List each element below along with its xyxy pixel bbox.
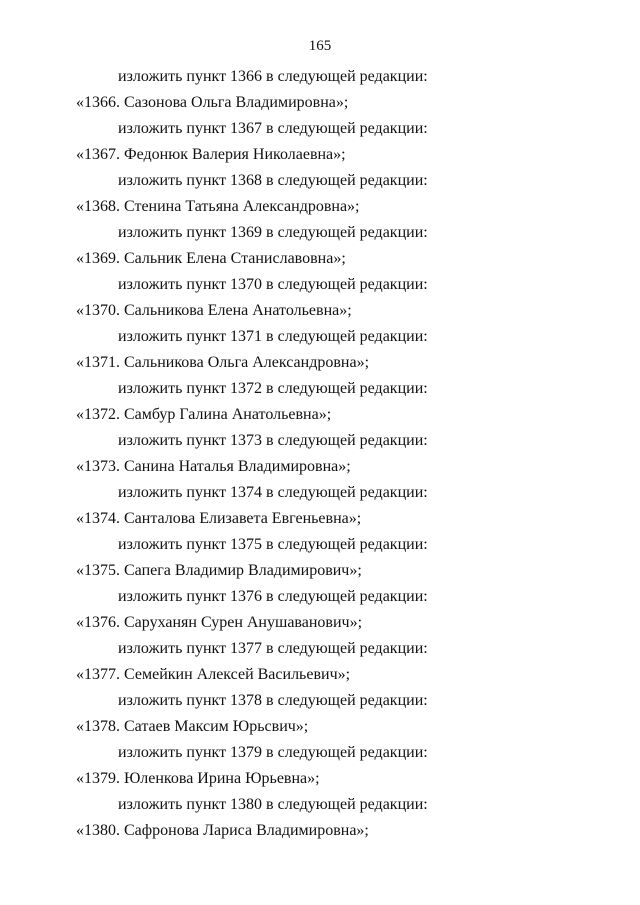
amendment-instruction: изложить пункт 1367 в следующей редакции: xyxy=(118,120,428,137)
amended-entry: «1366. Сазонова Ольга Владимировна»; xyxy=(76,94,349,111)
amendment-instruction: изложить пункт 1369 в следующей редакции: xyxy=(118,224,428,241)
amended-entry: «1367. Федонюк Валерия Николаевна»; xyxy=(76,146,346,163)
amended-entry: «1374. Санталова Елизавета Евгеньевна»; xyxy=(76,510,362,527)
amended-entry: «1372. Самбур Галина Анатольевна»; xyxy=(76,406,332,423)
amendment-instruction: изложить пункт 1375 в следующей редакции: xyxy=(118,536,428,553)
amended-entry: «1369. Сальник Елена Станиславовна»; xyxy=(76,250,346,267)
amendment-instruction: изложить пункт 1378 в следующей редакции: xyxy=(118,692,428,709)
amended-entry: «1375. Сапега Владимир Владимирович»; xyxy=(76,562,362,579)
amendment-instruction: изложить пункт 1380 в следующей редакции: xyxy=(118,796,428,813)
amendment-instruction: изложить пункт 1366 в следующей редакции: xyxy=(118,68,428,85)
amendment-instruction: изложить пункт 1373 в следующей редакции: xyxy=(118,432,428,449)
amended-entry: «1373. Санина Наталья Владимировна»; xyxy=(76,458,351,475)
amended-entry: «1376. Саруханян Сурен Анушаванович»; xyxy=(76,614,363,631)
amended-entry: «1370. Сальникова Елена Анатольевна»; xyxy=(76,302,352,319)
amended-entry: «1380. Сафронова Лариса Владимировна»; xyxy=(76,822,369,839)
page-number: 165 xyxy=(308,38,332,54)
amended-entry: «1371. Сальникова Ольга Александровна»; xyxy=(76,354,370,371)
document-body xyxy=(0,64,640,844)
amendment-instruction: изложить пункт 1376 в следующей редакции: xyxy=(118,588,428,605)
amended-entry: «1379. Юленкова Ирина Юрьевна»; xyxy=(76,770,320,787)
amendment-instruction: изложить пункт 1372 в следующей редакции: xyxy=(118,380,428,397)
amendment-instruction: изложить пункт 1379 в следующей редакции: xyxy=(118,744,428,761)
amendment-instruction: изложить пункт 1374 в следующей редакции: xyxy=(118,484,428,501)
amended-entry: «1377. Семейкин Алексей Васильевич»; xyxy=(76,666,351,683)
amendment-instruction: изложить пункт 1368 в следующей редакции: xyxy=(118,172,428,189)
amended-entry: «1378. Сатаев Максим Юрьсвич»; xyxy=(76,718,309,735)
amendment-instruction: изложить пункт 1371 в следующей редакции: xyxy=(118,328,428,345)
amendment-instruction: изложить пункт 1377 в следующей редакции: xyxy=(118,640,428,657)
amended-entry: «1368. Стенина Татьяна Александровна»; xyxy=(76,198,360,215)
amendment-instruction: изложить пункт 1370 в следующей редакции: xyxy=(118,276,428,293)
